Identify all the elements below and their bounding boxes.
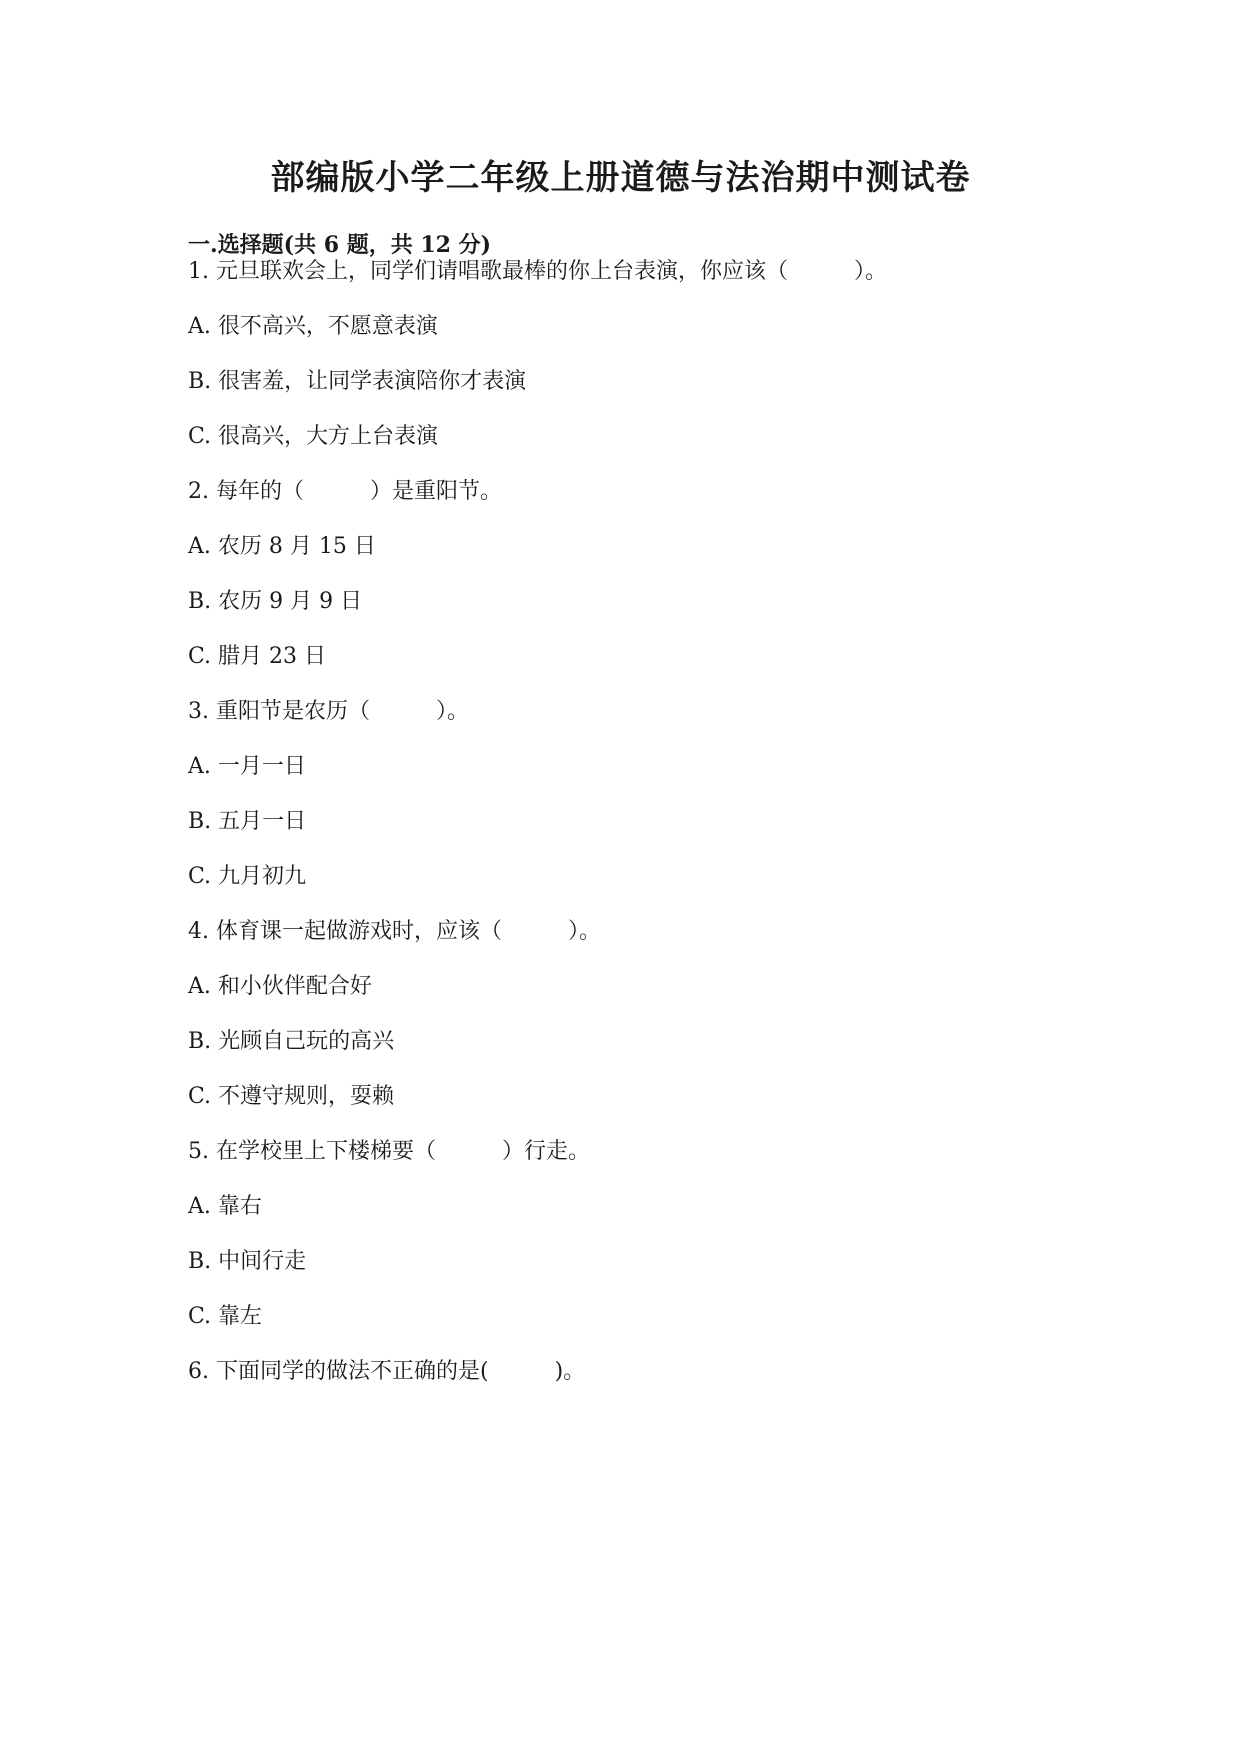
question-stem: 2. 每年的（ ）是重阳节。: [188, 479, 502, 504]
option-c: C. 腊月 23 日: [188, 644, 327, 669]
exam-title: 部编版小学二年级上册道德与法治期中测试卷: [270, 158, 971, 198]
question-stem: 4. 体育课一起做游戏时，应该（ ）。: [188, 919, 601, 944]
option-b: B. 很害羞，让同学表演陪你才表演: [188, 369, 527, 394]
option-c: C. 九月初九: [188, 864, 307, 889]
question-stem: 6. 下面同学的做法不正确的是( )。: [188, 1359, 586, 1384]
option-c: C. 很高兴，大方上台表演: [188, 424, 439, 449]
option-c: C. 靠左: [188, 1304, 263, 1329]
option-a: A. 一月一日: [188, 754, 306, 779]
question-stem: 1. 元旦联欢会上，同学们请唱歌最棒的你上台表演，你应该（ ）。: [188, 259, 887, 284]
question-stem: 3. 重阳节是农历（ ）。: [188, 699, 469, 724]
option-a: A. 和小伙伴配合好: [188, 974, 372, 999]
option-a: A. 靠右: [188, 1194, 262, 1219]
option-b: B. 光顾自己玩的高兴: [188, 1029, 395, 1054]
option-b: B. 中间行走: [188, 1249, 307, 1274]
option-b: B. 农历 9 月 9 日: [188, 589, 363, 614]
option-a: A. 很不高兴，不愿意表演: [188, 314, 438, 339]
option-c: C. 不遵守规则，耍赖: [188, 1084, 395, 1109]
section-heading: 一.选择题(共 6 题，共 12 分): [188, 232, 492, 258]
option-b: B. 五月一日: [188, 809, 307, 834]
question-stem: 5. 在学校里上下楼梯要（ ）行走。: [188, 1139, 590, 1164]
option-a: A. 农历 8 月 15 日: [188, 534, 376, 559]
